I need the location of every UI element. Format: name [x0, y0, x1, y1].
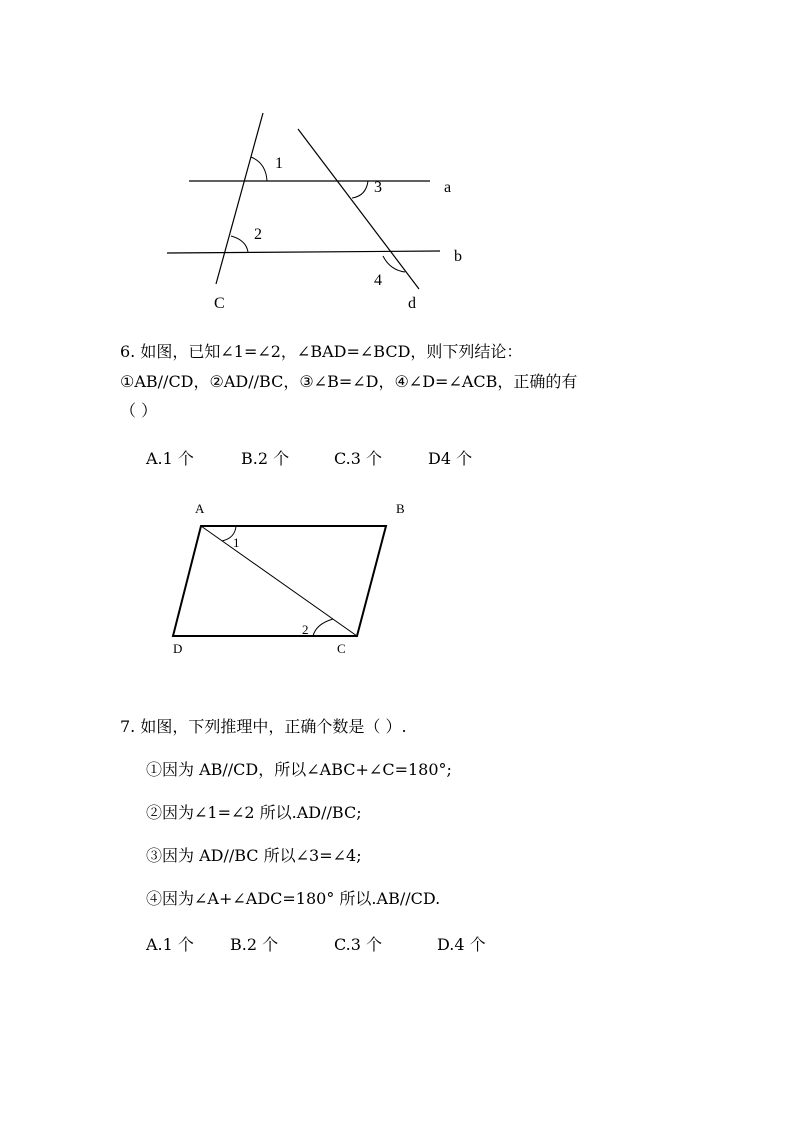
- diagonal-ac: [201, 526, 357, 636]
- angle-2-arc: [231, 236, 248, 252]
- q6-option-d[interactable]: D4 个: [428, 449, 473, 468]
- angle-1-arc: [251, 157, 267, 181]
- angle-2-arc: [313, 619, 333, 636]
- q6-option-c[interactable]: C.3 个: [334, 449, 383, 468]
- q6-stem: 6. 如图，已知∠1=∠2，∠BAD=∠BCD，则下列结论：: [120, 342, 523, 361]
- point-d-label: d: [408, 295, 416, 312]
- angle-4-arc: [383, 256, 405, 272]
- vertex-d-label: D: [173, 641, 183, 656]
- figure-transversals: [0, 0, 794, 330]
- vertex-b-label: B: [396, 501, 405, 516]
- angle-3-label: 3: [374, 179, 382, 196]
- q7-item-1: ①因为 AB//CD，所以∠ABC+∠C=180°;: [146, 760, 452, 779]
- q6-option-a[interactable]: A.1 个: [146, 449, 194, 468]
- line-b: [167, 251, 440, 253]
- angle-4-label: 4: [374, 272, 382, 289]
- vertex-a-label: A: [195, 501, 205, 516]
- q7-item-4: ④因为∠A+∠ADC=180° 所以.AB//CD.: [146, 889, 441, 908]
- vertex-c-label: C: [337, 641, 346, 656]
- q7-item-2: ②因为∠1=∠2 所以.AD//BC;: [146, 803, 362, 822]
- line-a-label: a: [444, 179, 452, 196]
- q7-option-b[interactable]: B.2 个: [230, 935, 279, 954]
- q7-option-d[interactable]: D.4 个: [437, 935, 486, 954]
- line-c: [216, 113, 263, 284]
- line-b-label: b: [454, 248, 462, 265]
- angle-2-label: 2: [302, 622, 309, 637]
- angle-2-label: 2: [254, 226, 262, 243]
- angle-3-arc: [352, 181, 368, 198]
- q7-item-3: ③因为 AD//BC 所以∠3=∠4;: [146, 846, 362, 865]
- angle-1-label: 1: [233, 535, 240, 550]
- line-d: [298, 129, 419, 289]
- angle-1-label: 1: [275, 155, 283, 172]
- q7-stem: 7. 如图，下列推理中，正确个数是（ ）.: [120, 717, 407, 736]
- q7-option-a[interactable]: A.1 个: [146, 935, 194, 954]
- q7-option-c[interactable]: C.3 个: [334, 935, 383, 954]
- q6-option-b[interactable]: B.2 个: [241, 449, 290, 468]
- q6-blank: （ ）: [120, 401, 158, 420]
- q6-statements: ①AB//CD，②AD//BC，③∠B=∠D，④∠D=∠ACB，正确的有: [120, 372, 578, 391]
- point-c-label: C: [214, 295, 225, 312]
- figure-parallelogram: [0, 490, 794, 670]
